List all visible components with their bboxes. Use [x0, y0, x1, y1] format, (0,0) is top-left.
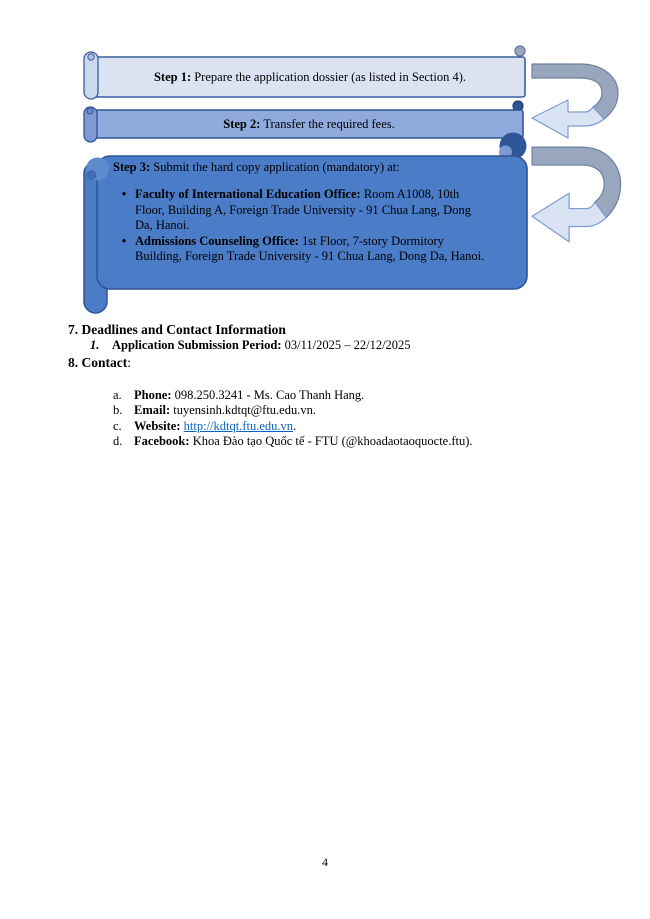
step1-banner-text [98, 57, 522, 97]
email-entry [134, 403, 316, 419]
contact-heading [68, 355, 590, 371]
phone-value: 098.250.3241 - Ms. Cao Thanh Hang. [174, 387, 365, 402]
facebook-label: Facebook: [134, 434, 190, 448]
facebook-entry [134, 434, 473, 450]
website-link[interactable]: http://kdtqt.ftu.edu.vn [183, 418, 294, 433]
step3-description: Submit the hard copy application (mandatory) at: [153, 160, 400, 174]
facebook-value: Khoa Đào tạo Quốc tế - FTU (@khoadaotaoquocte.ftu). [192, 434, 473, 448]
item-marker: a. [113, 387, 122, 402]
curved-arrow-2 [532, 147, 621, 242]
contact-list [113, 388, 590, 450]
bullet-icon: • [121, 233, 127, 248]
step3-heading [113, 159, 513, 175]
item-marker: b. [113, 403, 123, 417]
submission-period-label: Application Submission Period: [112, 338, 282, 352]
step2-label: Step 2: [223, 117, 261, 131]
application-steps-diagram [0, 0, 650, 320]
step1-label: Step 1: [153, 70, 192, 84]
submission-period-item [90, 338, 590, 354]
contact-heading-colon: : [127, 354, 132, 370]
step2-banner-text [98, 110, 520, 138]
bullet-icon: • [121, 187, 127, 201]
office-entry [135, 187, 513, 234]
deadlines-heading: 7. Deadlines and Contact Information [68, 322, 286, 337]
page-number: 4 [322, 855, 328, 869]
submission-period-value: 03/11/2025 – 22/12/2025 [284, 338, 411, 352]
contact-heading-text: 8. Contact [68, 354, 128, 370]
website-label: Website: [134, 418, 181, 433]
phone-entry [134, 388, 364, 404]
office-name: Admissions Counseling Office: [135, 233, 299, 248]
curved-arrow-1 [532, 64, 618, 138]
email-value: tuyensinh.kdtqt@ftu.edu.vn. [173, 403, 316, 417]
office-name: Faculty of International Education Office: [135, 187, 361, 201]
list-item [113, 234, 513, 265]
document-body [68, 322, 590, 450]
list-item [113, 403, 590, 419]
list-item [113, 187, 513, 234]
website-suffix: . [293, 418, 297, 433]
item-number: 1. [90, 338, 100, 352]
step3-label: Step 3: [113, 160, 151, 174]
step1-description: Prepare the application dossier (as listed in Section 4). [194, 70, 467, 84]
step2-description: Transfer the required fees. [263, 117, 395, 131]
office-entry [135, 234, 513, 265]
website-entry [134, 419, 296, 435]
phone-label: Phone: [134, 387, 172, 402]
item-marker: d. [113, 434, 123, 448]
list-item [113, 419, 590, 435]
office-address: Room A1008, 10th Floor, Building A, Foreign Trade University - 91 Chua Lang, Dong Da, Hanoi. [135, 187, 471, 232]
list-item [113, 388, 590, 404]
item-marker: c. [113, 418, 122, 433]
step3-bullet-list [113, 187, 513, 265]
step3-banner-text [113, 159, 513, 265]
office-address: 1st Floor, 7-story Dormitory Building, Foreign Trade University - 91 Chua Lang, Dong Da, Hanoi. [135, 233, 485, 263]
list-item [113, 434, 590, 450]
email-label: Email: [134, 403, 171, 417]
